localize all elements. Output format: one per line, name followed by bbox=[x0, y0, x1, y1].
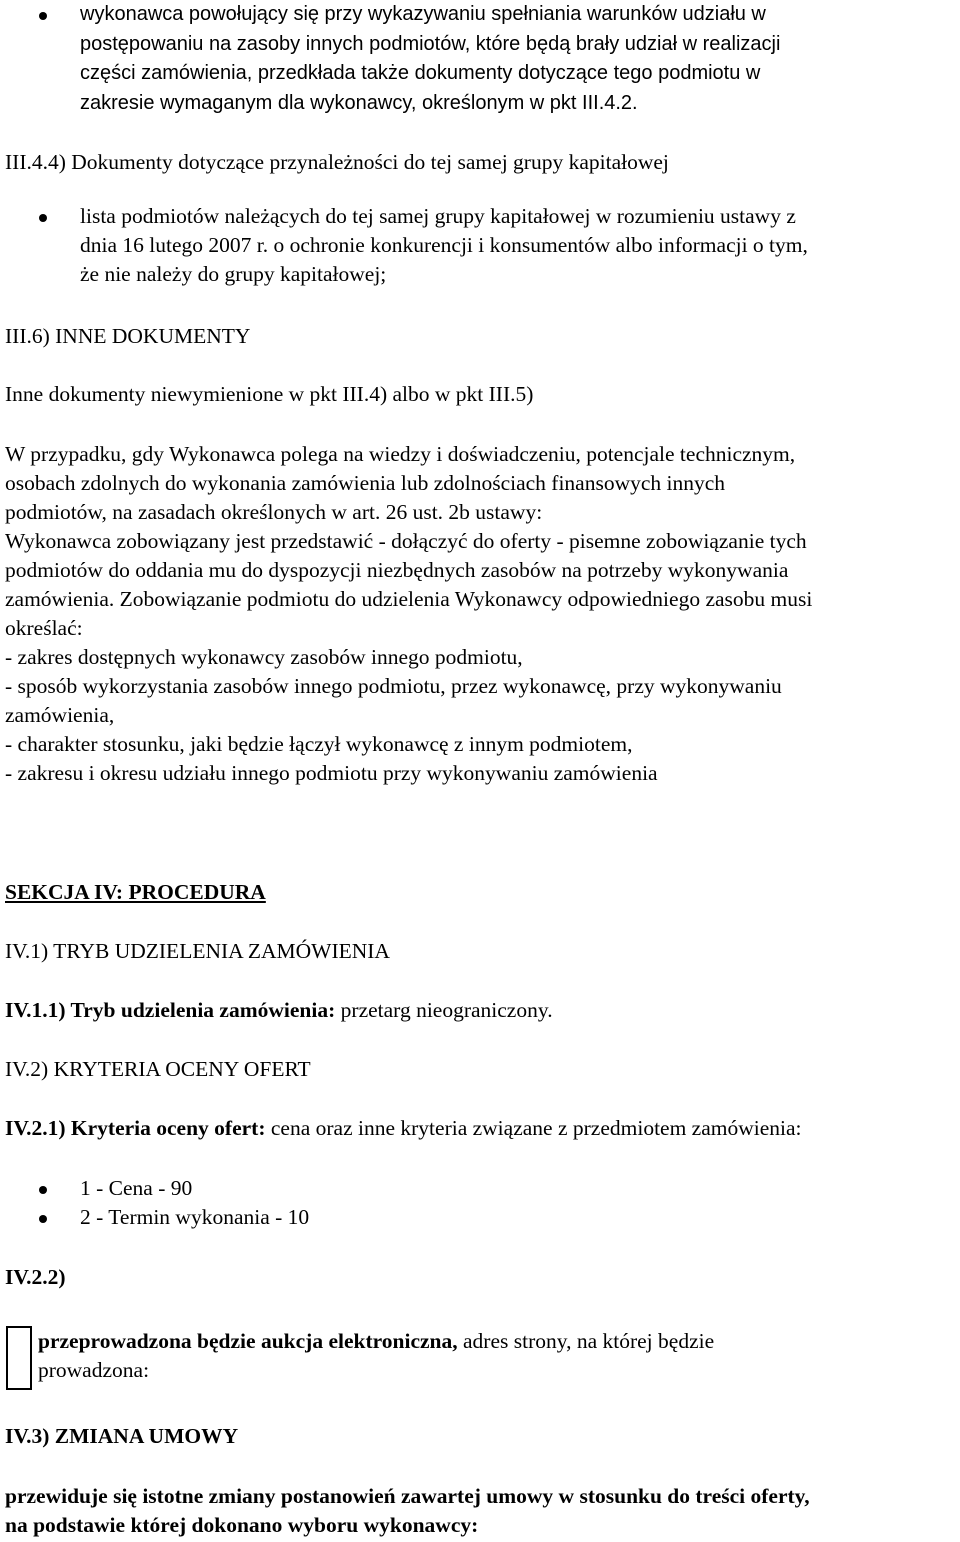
bullet-lista-podmiotow bbox=[80, 202, 940, 289]
paragraph-zasoby-innych-podmiotow bbox=[5, 440, 954, 788]
paragraph-line: podmiotów, na zasadach określonych w art. 26 ust. 2b ustawy: bbox=[5, 500, 543, 524]
bullet-line: zakresie wymaganym dla wykonawcy, określonym w pkt III.4.2. bbox=[80, 91, 638, 114]
paragraph-line: - zakresu i okresu udziału innego podmiotu przy wykonywaniu zamówienia bbox=[5, 761, 658, 785]
iv-2-2-label: IV.2.2) bbox=[5, 1265, 66, 1289]
checkbox-icon bbox=[6, 1326, 32, 1390]
iv-2-1-row bbox=[5, 1114, 954, 1143]
bullet-dot bbox=[39, 214, 47, 222]
bullet-line: dnia 16 lutego 2007 r. o ochronie konkurencji i konsumentów albo informacji o tym, bbox=[80, 233, 808, 257]
auction-bold: przeprowadzona będzie aukcja elektroniczna, bbox=[38, 1329, 458, 1353]
paragraph-line: W przypadku, gdy Wykonawca polega na wiedzy i doświadczeniu, potencjale technicznym, bbox=[5, 442, 796, 466]
paragraph-line: zamówienia, bbox=[5, 703, 115, 727]
paragraph-line: - zakres dostępnych wykonawcy zasobów innego podmiotu, bbox=[5, 645, 523, 669]
paragraph-line: na podstawie której dokonano wyboru wykonawcy: bbox=[5, 1513, 479, 1537]
bullet-line: wykonawca powołujący się przy wykazywaniu spełniania warunków udziału w bbox=[80, 3, 766, 25]
bullet-line: że nie należy do grupy kapitałowej; bbox=[80, 262, 387, 286]
iv-1-1-row bbox=[5, 996, 954, 1025]
bullet-line: lista podmiotów należących do tej samej grupy kapitałowej w rozumieniu ustawy z bbox=[80, 204, 796, 228]
paragraph-line: zamówienia. Zobowiązanie podmiotu do udzielenia Wykonawcy odpowiedniego zasobu musi bbox=[5, 587, 813, 611]
heading-iii-6: III.6) INNE DOKUMENTY bbox=[5, 324, 251, 348]
auction-line-2: prowadzona: bbox=[38, 1358, 150, 1382]
paragraph-line: określać: bbox=[5, 616, 83, 640]
auction-rest: adres strony, na której będzie bbox=[457, 1329, 715, 1353]
heading-iv-2: IV.2) KRYTERIA OCENY OFERT bbox=[5, 1057, 311, 1081]
paragraph-line: przewiduje się istotne zmiany postanowień zawartej umowy w stosunku do treści oferty, bbox=[5, 1484, 810, 1508]
bullet-wykonawca-zasoby bbox=[80, 0, 940, 118]
bullet-dot bbox=[39, 12, 47, 20]
criterion-item: 2 - Termin wykonania - 10 bbox=[80, 1205, 310, 1229]
paragraph-line: osobach zdolnych do wykonania zamówienia lub zdolnościach finansowych innych bbox=[5, 471, 726, 495]
bullet-line: części zamówienia, przedkłada także dokumenty dotyczące tego podmiotu w bbox=[80, 62, 761, 84]
bullet-dot bbox=[39, 1215, 47, 1223]
subtitle-inne-dokumenty: Inne dokumenty niewymienione w pkt III.4) albo w pkt III.5) bbox=[5, 382, 534, 406]
iv-1-1-label: IV.1.1) Tryb udzielenia zamówienia: bbox=[5, 998, 336, 1022]
iv-2-1-value: cena oraz inne kryteria związane z przedmiotem zamówienia: bbox=[265, 1116, 802, 1140]
iv-1-1-value: przetarg nieograniczony. bbox=[335, 998, 553, 1022]
bullet-dot bbox=[39, 1186, 47, 1194]
paragraph-line: - charakter stosunku, jaki będzie łączył wykonawcę z innym podmiotem, bbox=[5, 732, 633, 756]
bullet-line: postępowaniu na zasoby innych podmiotów, które będą brały udział w realizacji bbox=[80, 32, 781, 55]
auction-paragraph bbox=[38, 1327, 954, 1385]
heading-iv-1: IV.1) TRYB UDZIELENIA ZAMÓWIENIA bbox=[5, 939, 390, 963]
heading-iv-3: IV.3) ZMIANA UMOWY bbox=[5, 1424, 239, 1448]
paragraph-line: - sposób wykorzystania zasobów innego podmiotu, przez wykonawcę, przy wykonywaniu bbox=[5, 674, 782, 698]
criterion-item: 1 - Cena - 90 bbox=[80, 1176, 193, 1200]
section-iv-title: SEKCJA IV: PROCEDURA bbox=[5, 880, 266, 904]
paragraph-line: Wykonawca zobowiązany jest przedstawić - dołączyć do oferty - pisemne zobowiązanie tych bbox=[5, 529, 807, 553]
heading-iii-4-4: III.4.4) Dokumenty dotyczące przynależności do tej samej grupy kapitałowej bbox=[5, 150, 669, 174]
iv-2-1-label: IV.2.1) Kryteria oceny ofert: bbox=[5, 1116, 266, 1140]
iv-3-paragraph bbox=[5, 1482, 954, 1540]
auction-line bbox=[38, 1327, 954, 1356]
paragraph-line: podmiotów do oddania mu do dyspozycji niezbędnych zasobów na potrzeby wykonywania bbox=[5, 558, 789, 582]
